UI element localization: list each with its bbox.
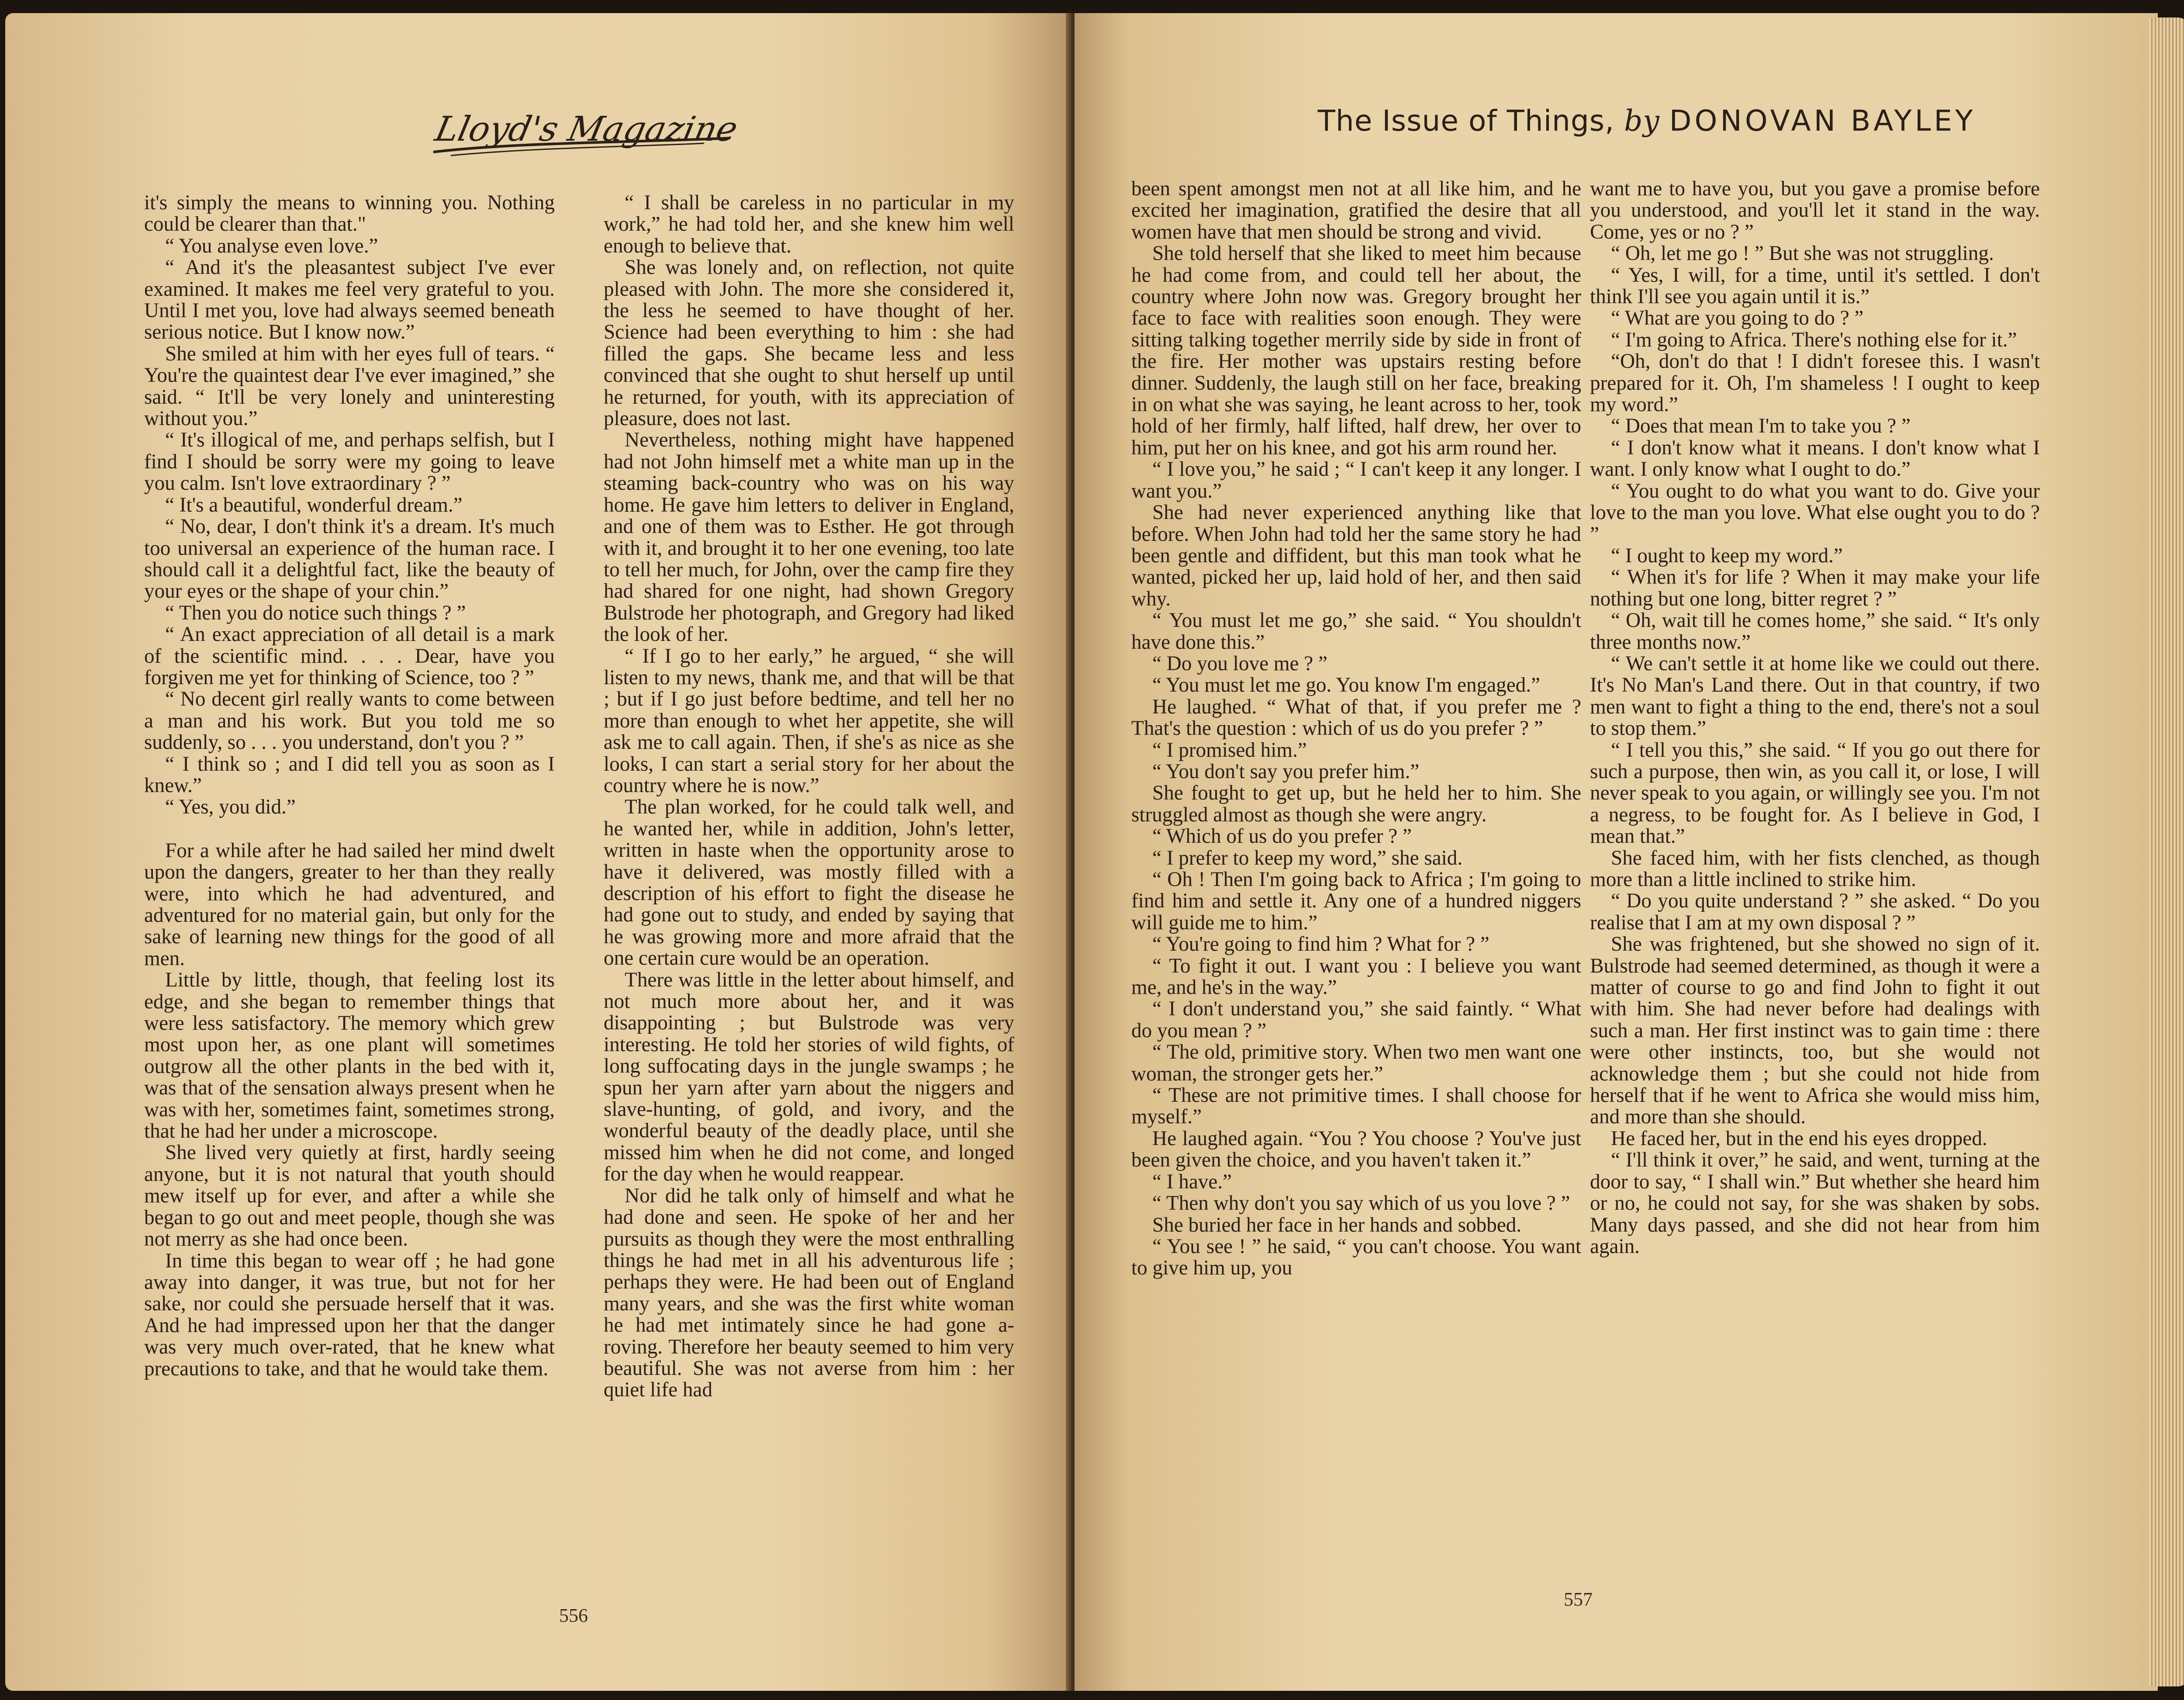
paragraph: “ And it's the pleasantest subject I've ever examined. It makes me feel very grateful to you. Until I met you, love had always seemed beneath serious notice. But I know now.”: [144, 256, 555, 344]
paragraph: “ An exact appreciation of all detail is a mark of the scientific mind. . . . Dear, have you forgiven me yet for thinking of Science, too ? ”: [144, 623, 555, 689]
paragraph: She smiled at him with her eyes full of tears. “ You're the quaintest dear I've ever imagined,” she said. “ It'll be very lonely and uninteresting without you.”: [144, 342, 555, 430]
running-head-left: [425, 100, 739, 162]
paragraph: “ To fight it out. I want you : I believe you want me, and he's in the way.”: [1131, 954, 1581, 999]
paragraph: He laughed. “ What of that, if you prefer me ? That's the question : which of us do you prefer ? ”: [1131, 695, 1581, 740]
paragraph: She told herself that she liked to meet him because he had come from, and could tell her about, the country where John now was. Gregory brought her face to face with realities soon enough. They were sitting talking together merrily side by side in front of the fire. Her mother was upstairs resting before dinner. Suddenly, the laugh still on her face, breaking in on what she was saying, he leant across to her, took hold of her firmly, half lifted, half drew, her over to him, put her on his knee, and got his arm round her.: [1131, 242, 1581, 459]
story-title: The Issue of Things,: [1317, 104, 1615, 138]
paragraph: “ Then why don't you say which of us you love ? ”: [1152, 1192, 1570, 1215]
paragraph: been spent amongst men not at all like him, and he excited her imagination, gratified the desire that all women have that men should be strong and vivid.: [1131, 177, 1581, 243]
paragraph: She was lonely and, on reflection, not quite pleased with John. The more she considered it, the less he seemed to have thought of her. Science had been everything to him : she had filled the gaps. She became less and less convinced that she ought to shut herself up until he returned, for youth, with its appreciation of pleasure, does not last.: [604, 256, 1014, 430]
paragraph: it's simply the means to winning you. Nothing could be clearer than that.": [144, 191, 555, 236]
left-page-column-1: [144, 192, 555, 1380]
right-page-column-2: [1590, 178, 2040, 1257]
paragraph: “ I don't know what it means. I don't know what I want. I only know what I ought to do.”: [1590, 436, 2040, 481]
right-page-column-1: [1131, 178, 1581, 1279]
paragraph: “ Yes, I will, for a time, until it's settled. I don't think I'll see you again until it is.”: [1590, 263, 2040, 308]
paragraph: She was frightened, but she showed no sign of it. Bulstrode had seemed determined, as though it were a matter of course to go and find John to fight it out with him. She had never before had dealings with such a man. Her first instinct was to gain time : there were other instincts, too, but she would not acknowledge them ; but she could not hide from herself that if he went to Africa she would miss him, and more than she should.: [1590, 933, 2040, 1129]
paragraph: want me to have you, but you gave a promise before you understood, and you'll let it stand in the way. Come, yes or no ? ”: [1590, 177, 2040, 243]
paragraph: “ No decent girl really wants to come between a man and his work. But you told me so suddenly, so . . . you understand, don't you ? ”: [144, 688, 555, 754]
paragraph: “ No, dear, I don't think it's a dream. It's much too universal an experience of the human race. I should call it a delightful fact, like the beauty of your eyes or the shape of your chin.”: [144, 515, 555, 603]
paragraph: She lived very quietly at first, hardly seeing anyone, but it is not natural that youth should mew itself up for ever, and after a while she began to go out and meet people, though she was not merry as she had once been.: [144, 1141, 555, 1251]
left-page-folio: 556: [559, 1605, 588, 1626]
paragraph: “ Do you quite understand ? ” she asked. “ Do you realise that I am at my own disposal ? ”: [1590, 890, 2040, 934]
paragraph: “ You're going to find him ? What for ? ”: [1152, 933, 1489, 956]
paragraph: The plan worked, for he could talk well, and he wanted her, while in addition, John's letter, written in haste when the opportunity arose to have it delivered, was mostly filled with a description of his effort to fight the disease he had gone out to study, and ended by saying that he was growing more and more afraid that the one certain cure would be an operation.: [604, 796, 1014, 970]
paragraph: “ I think so ; and I did tell you as soon as I knew.”: [144, 752, 555, 797]
paragraph: “ I tell you this,” she said. “ If you go out there for such a purpose, then win, as you call it, or lose, I will never speak to you again, or willingly see you. I'm not a negress, to be fought for. As I believe in God, I mean that.”: [1590, 738, 2040, 848]
running-head-right: [1219, 104, 2075, 138]
paragraph: “ It's a beautiful, wonderful dream.”: [165, 493, 463, 516]
left-page-column-2: [604, 192, 1014, 1401]
paragraph: He laughed again. “You ? You choose ? You've just been given the choice, and you haven't taken it.”: [1131, 1127, 1581, 1172]
paragraph: “ Yes, you did.”: [165, 796, 296, 819]
lloyds-magazine-logo: [425, 100, 739, 162]
paragraph: “ The old, primitive story. When two men want one woman, the stronger gets her.”: [1131, 1041, 1581, 1085]
paragraph: She faced him, with her fists clenched, as though more than a little inclined to strike him.: [1590, 846, 2040, 891]
right-page-folio: 557: [1564, 1589, 1593, 1610]
paragraph: She had never experienced anything like that before. When John had told her the same story he had been gentle and diffident, but this man took what he wanted, picked her up, laid hold of her, and then said why.: [1131, 501, 1581, 610]
paragraph: Nevertheless, nothing might have happened had not John himself met a white man up in the steaming back-country who was on his way home. He gave him letters to deliver in England, and one of them was to Esther. He got through with it, and brought it to her one evening, too late to tell her much, for John, over the camp fire they had shared for one night, had shown Gregory Bulstrode her photograph, and Gregory had liked the look of her.: [604, 429, 1014, 646]
paragraph: “ I promised him.”: [1152, 738, 1307, 762]
paragraph: “ I ought to keep my word.”: [1611, 544, 1843, 567]
paragraph: “ You must let me go,” she said. “ You shouldn't have done this.”: [1131, 609, 1581, 654]
paragraph: “ Oh, wait till he comes home,” she said. “ It's only three months now.”: [1590, 609, 2040, 654]
paragraph: “ We can't settle it at home like we could out there. It's No Man's Land there. Out in that country, if two men want to fight a thing to the end, there's not a soul to stop them.”: [1590, 652, 2040, 740]
paragraph: “ I'm going to Africa. There's nothing else for it.”: [1611, 328, 2017, 351]
paragraph: She buried her face in her hands and sobbed.: [1152, 1213, 1522, 1236]
paragraph: “ What are you going to do ? ”: [1611, 307, 1864, 330]
paragraph: “ I shall be careless in no particular in my work,” he had told her, and she knew him well enough to believe that.: [604, 191, 1014, 257]
paragraph: “Oh, don't do that ! I didn't foresee this. I wasn't prepared for it. Oh, I'm shameless ! I ought to keep my word.”: [1590, 350, 2040, 416]
paragraph: “ I prefer to keep my word,” she said.: [1152, 846, 1463, 869]
paragraph: “ Oh, let me go ! ” But she was not struggling.: [1611, 242, 1994, 265]
paragraph: There was little in the letter about himself, and not much more about her, and it was disappointing ; but Bulstrode was very interesting. He told her stories of wild fights, of long suffocating days in the jungle swamps ; he spun her yarn after yarn about the niggers and slave-hunting, of gold, and ivory, and the wonderful beauty of the deadly place, until she missed him when he did not come, and longed for the day when he would reappear.: [604, 968, 1014, 1186]
paragraph: In time this began to wear off ; he had gone away into danger, it was true, but not for her sake, nor could she persuade herself that it was. And he had impressed upon her that the danger was very much over-rated, that he knew what precautions to take, and that he would take them.: [144, 1249, 555, 1380]
paragraph: “ You don't say you prefer him.”: [1152, 760, 1420, 783]
byline-by: by: [1624, 104, 1660, 138]
paragraph: “ You analyse even love.”: [165, 234, 378, 257]
paragraph: “ When it's for life ? When it may make your life nothing but one long, bitter regret ? ”: [1590, 566, 2040, 610]
paragraph: “ I love you,” he said ; “ I can't keep it any longer. I want you.”: [1131, 458, 1581, 502]
svg-text:Lloyd's Magazine: Lloyd's Magazine: [432, 109, 739, 149]
paragraph: “ I don't understand you,” she said faintly. “ What do you mean ? ”: [1131, 997, 1581, 1042]
paragraph: He faced her, but in the end his eyes dropped.: [1611, 1127, 1987, 1150]
paragraph: “ You ought to do what you want to do. Give your love to the man you love. What else ought you to do ? ”: [1590, 479, 2040, 546]
paragraph: “ I'll think it over,” he said, and went, turning at the door to say, “ I shall win.” But whether she heard him or no, he could not say, for she was shaken by sobs. Many days passed, and she did not hear from him again.: [1590, 1149, 2040, 1258]
paragraph: “ Oh ! Then I'm going back to Africa ; I'm going to find him and settle it. Any one of a hundred niggers will guide me to him.”: [1131, 868, 1581, 934]
paragraph: “ If I go to her early,” he argued, “ she will listen to my news, thank me, and that will be that ; but if I go just before bedtime, and tell her no more than enough to whet her appetite, she will ask me to call again. Then, if she's as nice as she looks, I can start a serial story for her about the country where he is now.”: [604, 644, 1014, 797]
paragraph: “ You must let me go. You know I'm engaged.”: [1152, 674, 1540, 697]
author-name: DONOVAN BAYLEY: [1669, 104, 1976, 138]
paragraph: “ Then you do notice such things ? ”: [165, 601, 466, 624]
paragraph: “ These are not primitive times. I shall choose for myself.”: [1131, 1084, 1581, 1129]
left-page: [5, 13, 1071, 1691]
right-page: [1075, 13, 2158, 1691]
paragraph: “ Which of us do you prefer ? ”: [1152, 825, 1412, 848]
paragraph: Nor did he talk only of himself and what he had done and seen. He spoke of her and her pursuits as though they were the most enthralling things he had met in all his adventurous life ; perhaps they were. He had been out of England many years, and she was the first white woman he had met intimately since he had gone a-roving. Therefore her beauty seemed to him very beautiful. She was not averse from him : her quiet life had: [604, 1184, 1014, 1402]
paragraph: She fought to get up, but he held her to him. She struggled almost as though she were angry.: [1131, 782, 1581, 826]
paragraph: “ I have.”: [1152, 1170, 1232, 1193]
paragraph: “ Do you love me ? ”: [1152, 652, 1327, 675]
paragraph: “ Does that mean I'm to take you ? ”: [1611, 415, 1911, 438]
paragraph: Little by little, though, that feeling lost its edge, and she began to remember things that were less satisfactory. The memory which grew most upon her, as one plant will sometimes outgrow all the other plants in the bed with it, was that of the sensation always present when he was with her, sometimes faint, sometimes strong, that he had her under a microscope.: [144, 969, 555, 1143]
paragraph: “ You see ! ” he said, “ you can't choose. You want to give him up, you: [1131, 1235, 1581, 1280]
paragraph: For a while after he had sailed her mind dwelt upon the dangers, greater to her than they really were, into which he had adventured, and adventured for no material gain, but only for the sake of learning new things for the good of all men.: [144, 839, 555, 970]
page-edges: [2149, 17, 2184, 1686]
paragraph: “ It's illogical of me, and perhaps selfish, but I find I should be sorry were my going to leave you calm. Isn't love extraordinary ? ”: [144, 429, 555, 495]
